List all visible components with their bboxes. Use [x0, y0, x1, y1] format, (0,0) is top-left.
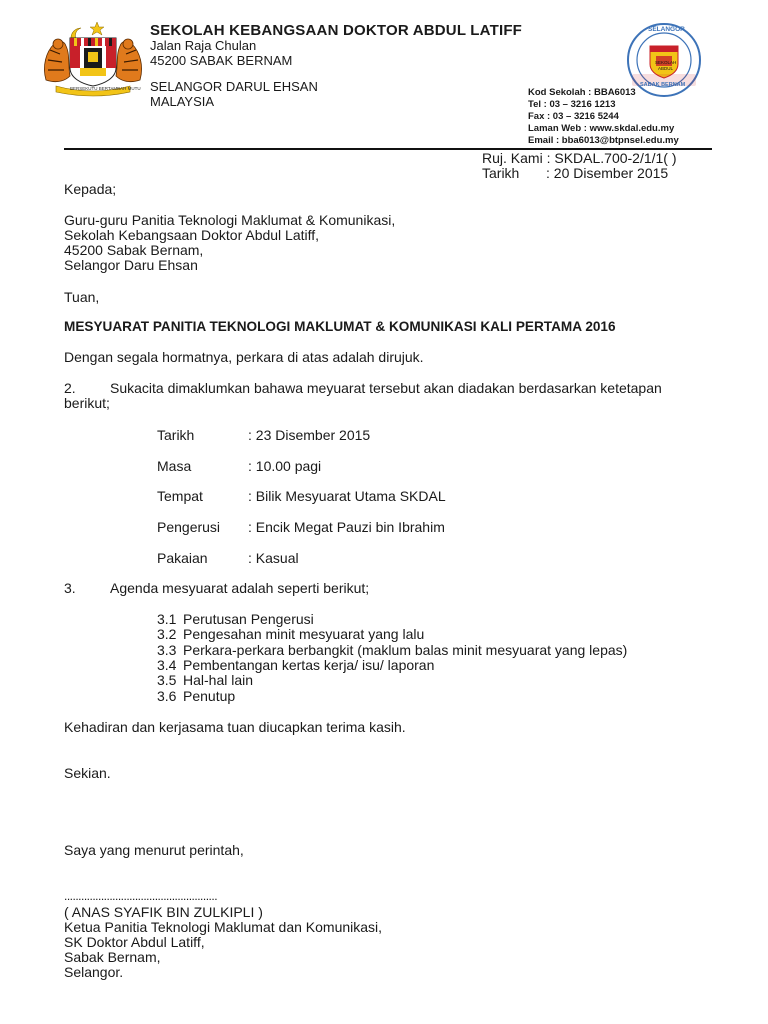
- detail-label: Pengerusi: [157, 519, 221, 535]
- signatory-name: ( ANAS SYAFIK BIN ZULKIPLI ): [64, 904, 263, 920]
- detail-value: : 10.00 pagi: [248, 458, 322, 474]
- address-line-2: 45200 SABAK BERNAM: [150, 53, 293, 68]
- agenda-item: Pengesahan minit mesyuarat yang lalu: [183, 626, 425, 642]
- reference-tarikh-value: : 20 Disember 2015: [546, 165, 669, 181]
- agenda-item: Perkara-perkara berbangkit (maklum balas minit mesyuarat yang lepas): [183, 642, 628, 658]
- recipient-line-4: Selangor Daru Ehsan: [64, 257, 198, 273]
- paragraph-2-number: 2.: [64, 380, 76, 396]
- address-line-3: SELANGOR DARUL EHSAN: [150, 79, 318, 94]
- paragraph-3-number: 3.: [64, 580, 76, 596]
- contact-email: Email : bba6013@btpnsel.edu.my: [528, 135, 679, 146]
- recipient-line-3: 45200 Sabak Bernam,: [64, 242, 204, 258]
- agenda-item: Penutup: [183, 688, 236, 704]
- badge-mid-text-2: ABDUL: [658, 66, 674, 71]
- recipient-line-2: Sekolah Kebangsaan Doktor Abdul Latiff,: [64, 227, 320, 243]
- paragraph-2-line-2: berikut;: [64, 395, 110, 411]
- contact-web: Laman Web : www.skdal.edu.my: [528, 123, 675, 134]
- signatory-school: SK Doktor Abdul Latiff,: [64, 934, 205, 950]
- detail-value: : Encik Megat Pauzi bin Ibrahim: [248, 519, 445, 535]
- closing-perintah: Saya yang menurut perintah,: [64, 842, 244, 858]
- signatory-title: Ketua Panitia Teknologi Maklumat dan Komunikasi,: [64, 919, 383, 935]
- recipient-to: Kepada;: [64, 181, 117, 197]
- agenda-number: 3.4: [157, 657, 177, 673]
- school-name: SEKOLAH KEBANGSAAN DOKTOR ABDUL LATIFF: [150, 22, 523, 39]
- reference-tarikh-label: Tarikh: [482, 165, 520, 181]
- crest-motto: BERSEKUTU BERTAMBAH MUTU: [70, 86, 141, 91]
- agenda-item: Hal-hal lain: [183, 672, 254, 688]
- detail-label: Pakaian: [157, 550, 208, 566]
- greeting: Tuan,: [64, 289, 100, 305]
- detail-label: Tarikh: [157, 427, 195, 443]
- agenda-number: 3.6: [157, 688, 177, 704]
- agenda-item: Pembentangan kertas kerja/ isu/ laporan: [183, 657, 435, 673]
- agenda-number: 3.1: [157, 611, 177, 627]
- agenda-number: 3.2: [157, 626, 177, 642]
- paragraph-2-line-1: Sukacita dimaklumkan bahawa meyuarat tersebut akan diadakan berdasarkan ketetapan: [110, 380, 662, 396]
- detail-value: : Kasual: [248, 550, 299, 566]
- badge-top-text: SELANGOR: [648, 26, 685, 33]
- agenda-item: Perutusan Pengerusi: [183, 611, 314, 627]
- badge-bottom-text: SABAK BERNAM: [640, 82, 686, 88]
- letter-title: MESYUARAT PANITIA TEKNOLOGI MAKLUMAT & KOMUNIKASI KALI PERTAMA 2016: [64, 319, 616, 334]
- contact-kod: Kod Sekolah : BBA6013: [528, 87, 636, 98]
- detail-value: : Bilik Mesyuarat Utama SKDAL: [248, 488, 446, 504]
- paragraph-1: Dengan segala hormatnya, perkara di atas adalah dirujuk.: [64, 349, 424, 365]
- reference-ruj: Ruj. Kami : SKDAL.700-2/1/1( ): [482, 150, 677, 166]
- closing-sekian: Sekian.: [64, 765, 111, 781]
- signature-line: ......................................................: [64, 889, 218, 903]
- address-line-1: Jalan Raja Chulan: [150, 38, 257, 53]
- agenda-number: 3.3: [157, 642, 177, 658]
- closing-thanks: Kehadiran dan kerjasama tuan diucapkan terima kasih.: [64, 719, 406, 735]
- detail-label: Tempat: [157, 488, 203, 504]
- recipient-line-1: Guru-guru Panitia Teknologi Maklumat & Komunikasi,: [64, 212, 396, 228]
- signatory-state: Selangor.: [64, 964, 124, 980]
- agenda-number: 3.5: [157, 672, 177, 688]
- detail-value: : 23 Disember 2015: [248, 427, 371, 443]
- badge-mid-text-1: SEKOLAH: [655, 60, 677, 65]
- address-line-4: MALAYSIA: [150, 94, 215, 109]
- signatory-town: Sabak Bernam,: [64, 949, 161, 965]
- paragraph-3-text: Agenda mesyuarat adalah seperti berikut;: [110, 580, 370, 596]
- contact-fax: Fax : 03 – 3216 5244: [528, 111, 619, 122]
- contact-tel: Tel : 03 – 3216 1213: [528, 99, 616, 110]
- detail-label: Masa: [157, 458, 192, 474]
